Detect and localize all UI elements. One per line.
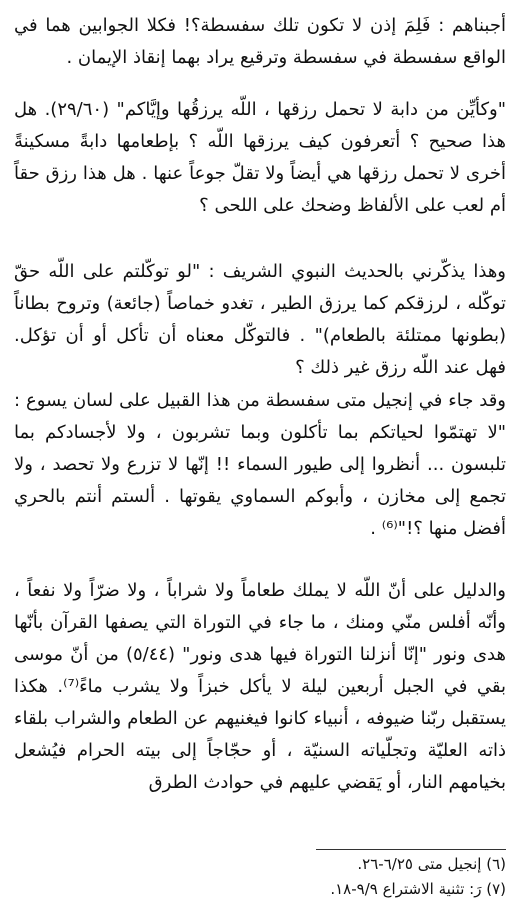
paragraph-3: وهذا يذكّرني بالحديث النبوي الشريف : "لو توكّلتم على اللّه حقّ توكّله ، لرزقكم كما يرزق الطير ، تغدو خماصاً (جائعة) وتروح بطاناً (بطونها ممتلئة بالطعام)" . فالتوكّل معناه أن تأكل أو أن تؤكل. فهل عند اللّه رزق غير ذلك ؟ [14, 261, 506, 378]
footnote-6: (٦) إنجيل متى ٦/٢٥-٢٦. [357, 855, 506, 873]
paragraph-4: وقد جاء في إنجيل متى سفسطة من هذا القبيل على لسان يسوع : "لا تهتمّوا لحياتكم بما تأكلون وبما تشربون ، ولا لأجسادكم بما تلبسون ... أنظروا إلى طيور السماء !! إنّها لا تزرع ولا تحصد ، ولا تجمع إلى مخازن ، وأبوكم السماوي يقوتها . ألستم أنتم بالحري أفضل منها ؟!"⁽⁶⁾ . [14, 390, 506, 539]
paragraph-2: "وكأيِّن من دابة لا تحمل رزقها ، اللّه يرزقُها وإيَّاكم" (٢٩/٦٠). هل هذا صحيح ؟ أتعرفون كيف يرزقها اللّه ؟ بإطعامها دابةً مسكينةً أخرى لا تحمل رزقها هي أيضاً ولا تقلّ جوعاً عنها . هل هذا رزق حقاً أم لعب على الألفاظ وضحك على اللحى ؟ [14, 99, 507, 216]
footnote-divider [316, 849, 506, 850]
paragraph-1: أجبناهم : فَلِمَ إذن لا تكون تلك سفسطة؟! فكلا الجوابين هما في الواقع سفسطة في سفسطة وترقيع يراد بهما إنقاذ الإيمان . [14, 15, 506, 68]
paragraph-5: والدليل على أنّ اللّه لا يملك طعاماً ولا شراباً ، ولا ضرّاً ولا نفعاً ، وأنّه أفلس منّي ومنك ، ما جاء في التوراة التي يصفها القرآن بأنّها هدى ونور "إنّا أنزلنا التوراة فيها هدى ونور" (٥/٤٤) من أنّ موسى بقي في الجبل أربعين ليلة لا يأكل خبزاً ولا يشرب ماءً⁽⁷⁾. هكذا يستقبل ربّنا ضيوفه ، أنبياء كانوا فيغنيهم عن الطعام والشراب بلقاء ذاته العليّة وتجلّياته السنيّة ، أو حجّاجاً إلى بيته الحرام فيُشعل بخيامهم النار، أو يَقضي عليهم في حوادث الطرق [14, 580, 507, 793]
footnote-7: (٧) رَ: تثنية الاشتراع ٩/٩-١٨. [330, 880, 506, 898]
